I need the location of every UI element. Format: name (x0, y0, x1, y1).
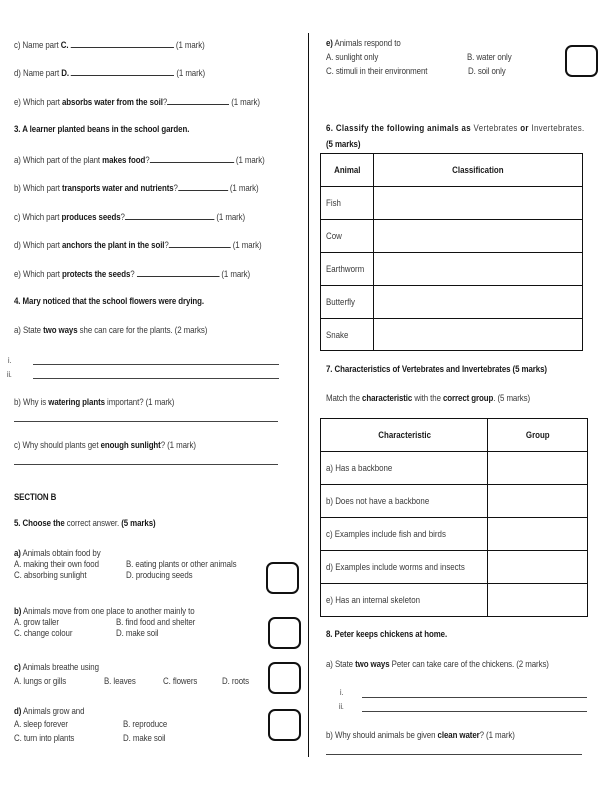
q4a: a) State two ways she can care for the plants. (2 marks) (14, 325, 208, 335)
q5b-option-a: A. grow taller (14, 617, 59, 627)
answer-line-q4c[interactable] (14, 464, 278, 465)
table-row (321, 584, 588, 617)
q5e-option-d: D. soil only (468, 66, 506, 76)
q5c-option-a: A. lungs or gills (14, 676, 67, 686)
answer-line-q4b[interactable] (14, 421, 278, 422)
q5e-option-b: B. water only (467, 52, 512, 62)
answer-line-i[interactable] (362, 697, 587, 698)
roman-ii: ii. (339, 702, 344, 711)
roman-i: i. (8, 356, 12, 365)
matching-table (320, 418, 588, 617)
q5c-option-b: B. leaves (104, 676, 136, 686)
q8b: b) Why should animals be given clean water? (1 mark) (326, 730, 515, 740)
classification-answer-cell[interactable] (374, 286, 583, 319)
q5d-option-a: A. sleep forever (14, 719, 68, 729)
animal-cell: Earthworm (321, 253, 374, 286)
answer-blank[interactable] (178, 181, 228, 191)
q3c: c) Which part produces seeds? (1 mark) (14, 212, 246, 222)
answer-line-ii[interactable] (33, 378, 279, 379)
q5c-option-c: C. flowers (163, 676, 198, 686)
q5a-stem: a) Animals obtain food by (14, 548, 101, 558)
q5b-stem: b) Animals move from one place to another mainly to (14, 606, 195, 616)
q3a: a) Which part of the plant makes food? (1 mark) (14, 155, 265, 165)
q6-title: 6. Classify the following animals as Vertebrates or Invertebrates. (326, 123, 585, 133)
answer-box-5c[interactable] (268, 662, 301, 694)
table-row (321, 319, 583, 351)
q5e-stem: e) Animals respond to (326, 38, 401, 48)
table-row (321, 485, 588, 518)
characteristic-cell: b) Does not have a backbone (321, 485, 488, 518)
table-row (321, 253, 583, 286)
q5d-option-b: B. reproduce (123, 719, 168, 729)
q5b-option-c: C. change colour (14, 628, 73, 638)
q3e: e) Which part protects the seeds? (1 mark) (14, 269, 251, 279)
answer-blank[interactable] (167, 95, 229, 105)
table-row (321, 220, 583, 253)
q3d: d) Which part anchors the plant in the soil? (1 mark) (14, 240, 262, 250)
section-b-heading: SECTION B (14, 492, 57, 502)
q5a-option-d: D. producing seeds (126, 570, 193, 580)
characteristic-cell: d) Examples include worms and insects (321, 551, 488, 584)
answer-blank[interactable] (150, 153, 234, 163)
q5-title: 5. Choose the correct answer. (5 marks) (14, 518, 156, 528)
classification-answer-cell[interactable] (374, 319, 583, 351)
q4-title: 4. Mary noticed that the school flowers were drying. (14, 296, 205, 306)
col-header-classification: Classification (374, 154, 583, 187)
q5b-option-b: B. find food and shelter (116, 617, 196, 627)
group-answer-cell[interactable] (488, 485, 588, 518)
q4b: b) Why is watering plants important? (1 mark) (14, 397, 175, 407)
answer-box-5d[interactable] (268, 709, 301, 741)
group-answer-cell[interactable] (488, 452, 588, 485)
answer-blank[interactable] (71, 38, 174, 48)
q5b-option-d: D. make soil (116, 628, 159, 638)
q5e-option-a: A. sunlight only (326, 52, 379, 62)
table-row (321, 551, 588, 584)
q5d-stem: d) Animals grow and (14, 706, 85, 716)
classification-answer-cell[interactable] (374, 187, 583, 220)
q5a-option-a: A. making their own food (14, 559, 99, 569)
classification-answer-cell[interactable] (374, 220, 583, 253)
classification-answer-cell[interactable] (374, 253, 583, 286)
q5c-option-d: D. roots (222, 676, 249, 686)
q7-instructions: Match the characteristic with the correct group. (5 marks) (326, 393, 531, 403)
group-answer-cell[interactable] (488, 584, 588, 617)
answer-box-5b[interactable] (268, 617, 301, 649)
classification-table (320, 153, 583, 351)
answer-blank[interactable] (71, 66, 174, 76)
q5c-stem: c) Animals breathe using (14, 662, 99, 672)
table-row (321, 187, 583, 220)
q5a-option-c: C. absorbing sunlight (14, 570, 87, 580)
column-divider (308, 33, 309, 757)
answer-blank[interactable] (169, 238, 231, 248)
answer-box-5e[interactable] (565, 45, 598, 77)
characteristic-cell: a) Has a backbone (321, 452, 488, 485)
animal-cell: Snake (321, 319, 374, 351)
animal-cell: Butterfly (321, 286, 374, 319)
answer-box-5a[interactable] (266, 562, 299, 594)
table-row (321, 518, 588, 551)
animal-cell: Cow (321, 220, 374, 253)
table-row (321, 452, 588, 485)
q2d: d) Name part D. (1 mark) (14, 68, 206, 78)
characteristic-cell: c) Examples include fish and birds (321, 518, 488, 551)
q8-title: 8. Peter keeps chickens at home. (326, 629, 448, 639)
q5e-option-c: C. stimuli in their environment (326, 66, 428, 76)
q5d-option-d: D. make soil (123, 733, 166, 743)
answer-line-i[interactable] (33, 364, 279, 365)
answer-blank[interactable] (137, 267, 220, 277)
answer-line-ii[interactable] (362, 711, 587, 712)
animal-cell: Fish (321, 187, 374, 220)
characteristic-cell: e) Has an internal skeleton (321, 584, 488, 617)
group-answer-cell[interactable] (488, 518, 588, 551)
col-header-animal: Animal (321, 154, 374, 187)
table-row (321, 286, 583, 319)
answer-blank[interactable] (125, 210, 214, 220)
q5a-option-b: B. eating plants or other animals (126, 559, 237, 569)
q6-marks: (5 marks) (326, 139, 361, 149)
col-header-group: Group (488, 419, 588, 452)
q5d-option-c: C. turn into plants (14, 733, 75, 743)
q8a: a) State two ways Peter can take care of the chickens. (2 marks) (326, 659, 549, 669)
q2e: e) Which part absorbs water from the soil? (1 mark) (14, 97, 260, 107)
answer-line-q8b[interactable] (326, 754, 582, 755)
roman-i: i. (340, 688, 344, 697)
q4c: c) Why should plants get enough sunlight? (1 mark) (14, 440, 196, 450)
col-header-characteristic: Characteristic (321, 419, 488, 452)
q3b: b) Which part transports water and nutrients? (1 mark) (14, 183, 259, 193)
group-answer-cell[interactable] (488, 551, 588, 584)
q3-title: 3. A learner planted beans in the school garden. (14, 124, 190, 134)
q7-title: 7. Characteristics of Vertebrates and Invertebrates (5 marks) (326, 364, 547, 374)
roman-ii: ii. (7, 370, 12, 379)
q2c: c) Name part C. (1 mark) (14, 40, 205, 50)
